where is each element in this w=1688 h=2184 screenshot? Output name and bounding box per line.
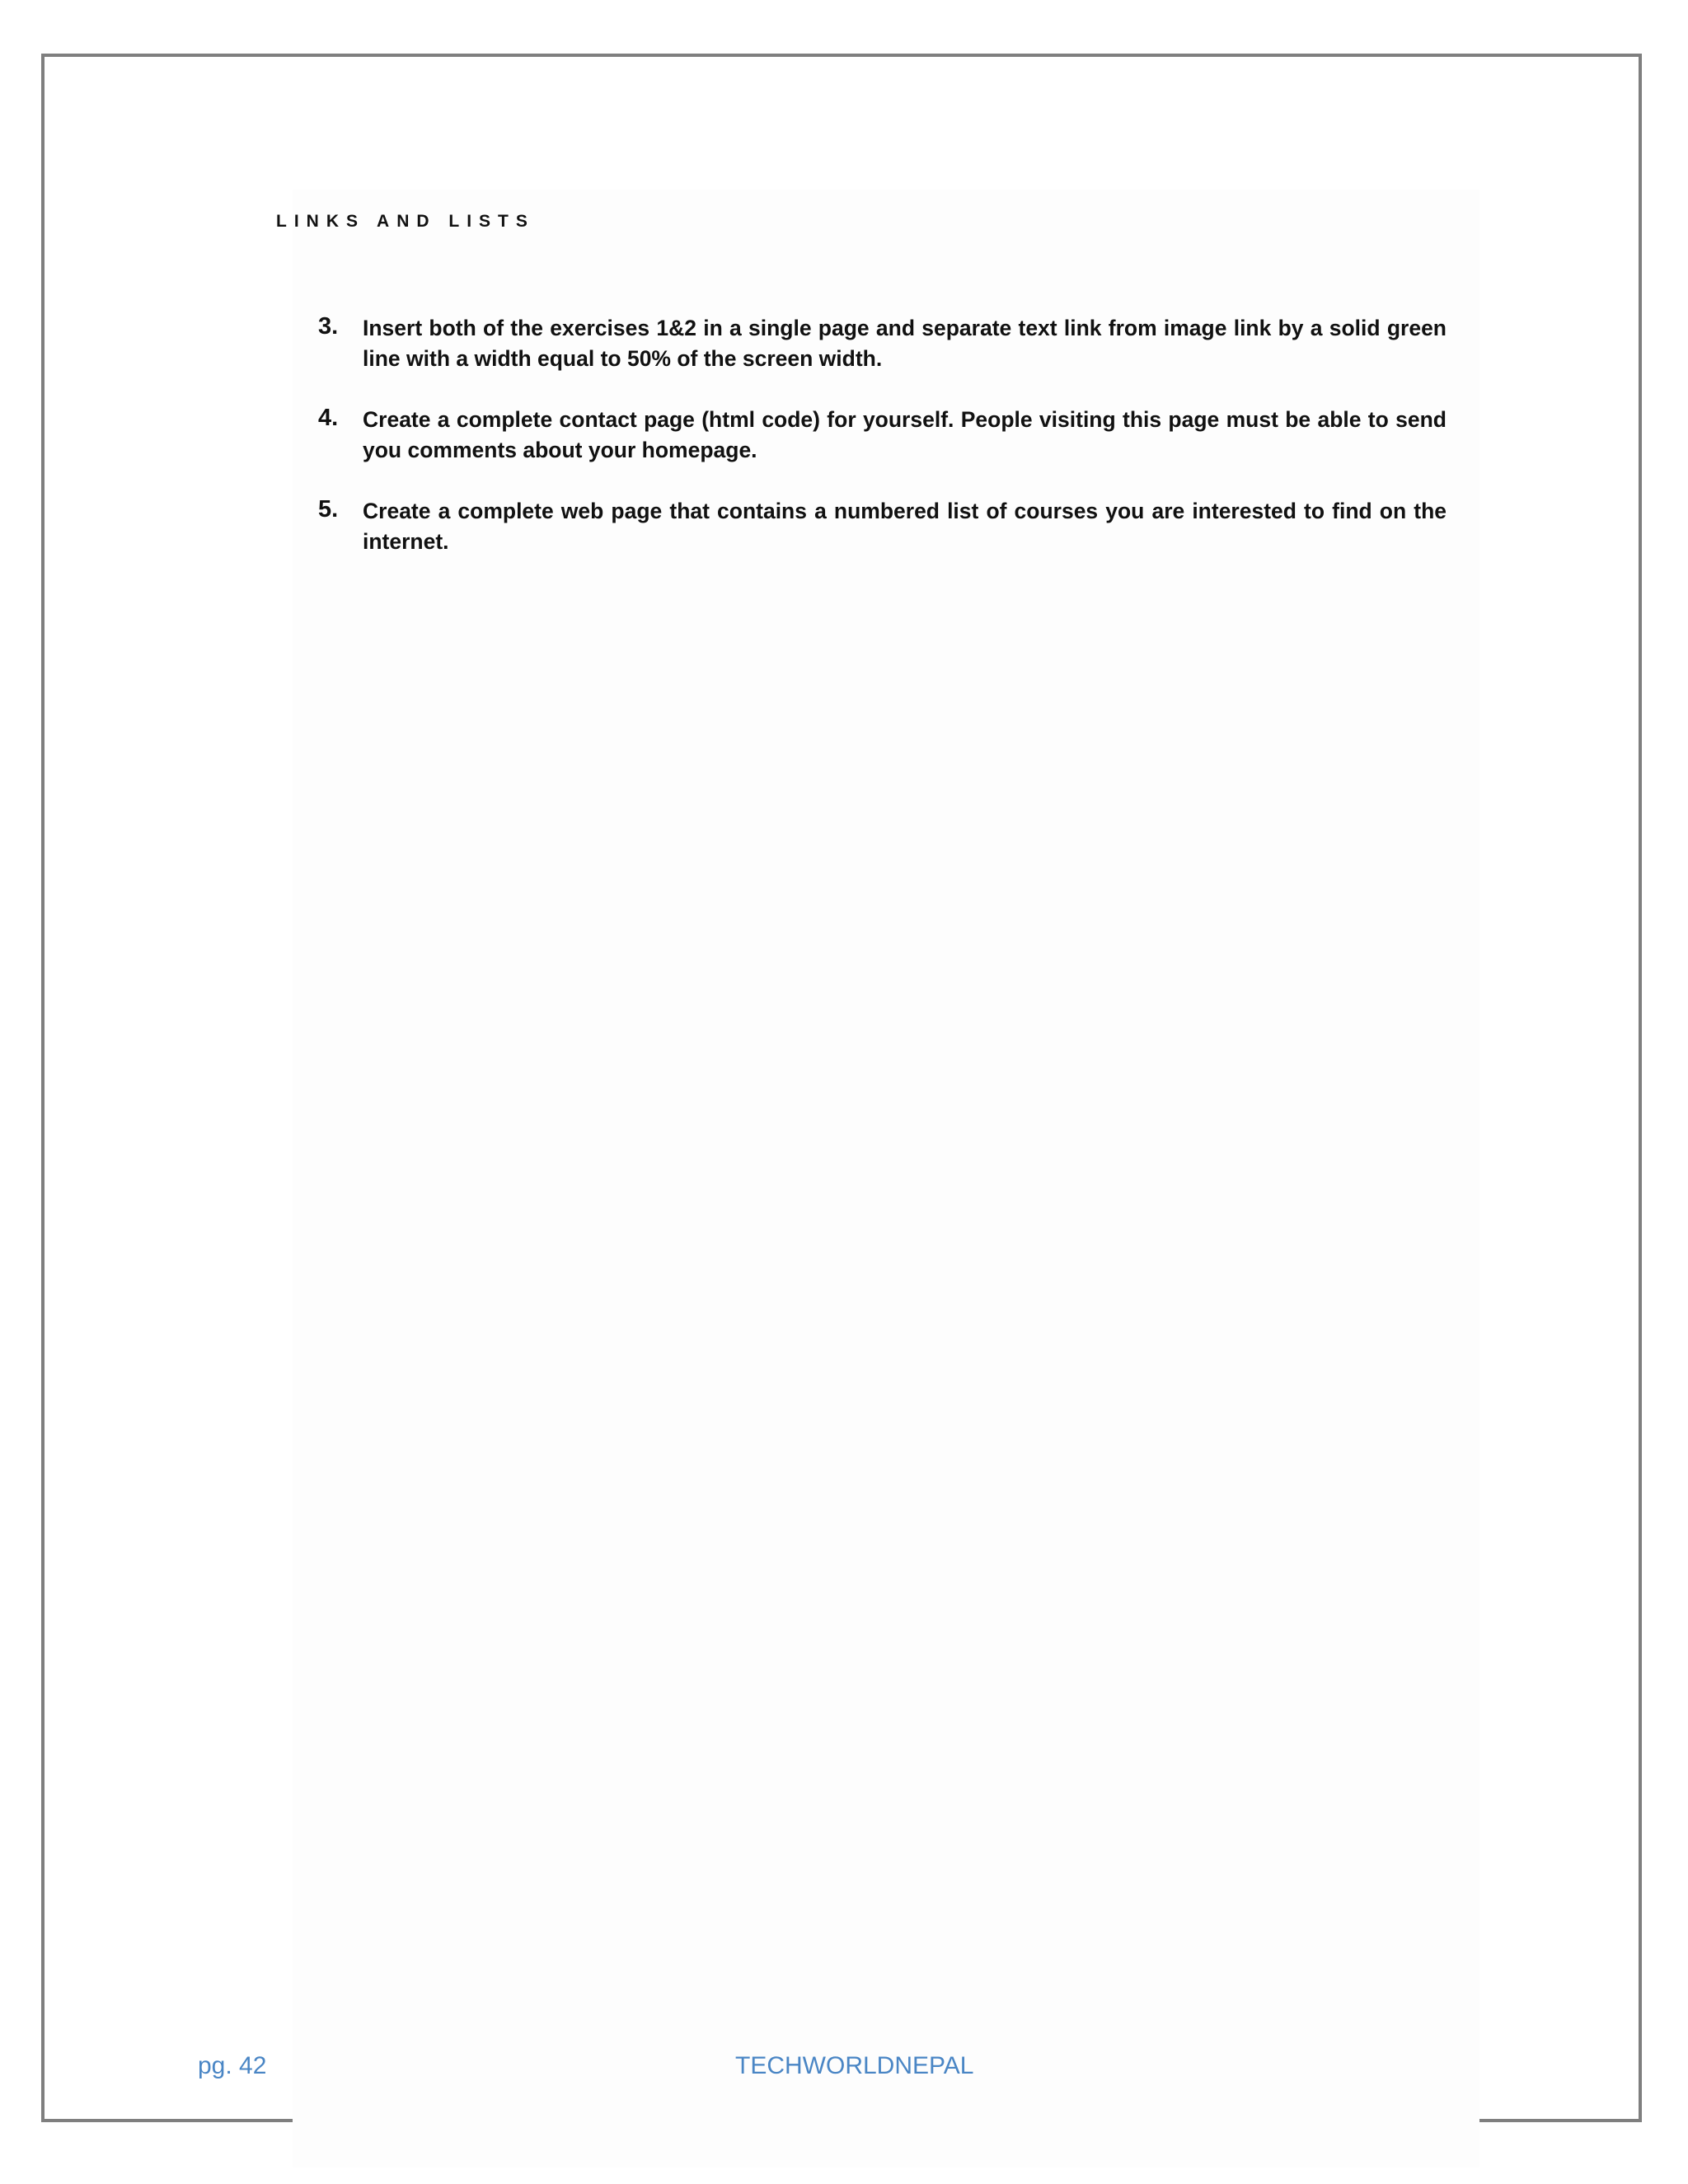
exercise-text: Insert both of the exercises 1&2 in a single page and separate text link from image link by a solid green line with a width equal to 50% of the screen width. — [363, 316, 1447, 371]
exercise-text: Create a complete contact page (html code) for yourself. People visiting this page must be able to send you comments about your homepage. — [363, 407, 1447, 462]
exercise-text: Create a complete web page that contains a numbered list of courses you are interested to find on the internet. — [363, 499, 1447, 554]
exercise-number: 3. — [318, 313, 339, 340]
footer-site-name: TECHWORLDNEPAL — [735, 2052, 974, 2079]
list-item — [313, 405, 1447, 466]
exercise-number: 5. — [318, 496, 339, 523]
list-item — [313, 496, 1447, 557]
section-heading: LINKS AND LISTS — [276, 212, 535, 231]
list-item — [313, 313, 1447, 374]
exercise-number: 4. — [318, 405, 339, 431]
footer-page-number: pg. 42 — [198, 2052, 267, 2079]
exercise-list — [313, 313, 1447, 588]
